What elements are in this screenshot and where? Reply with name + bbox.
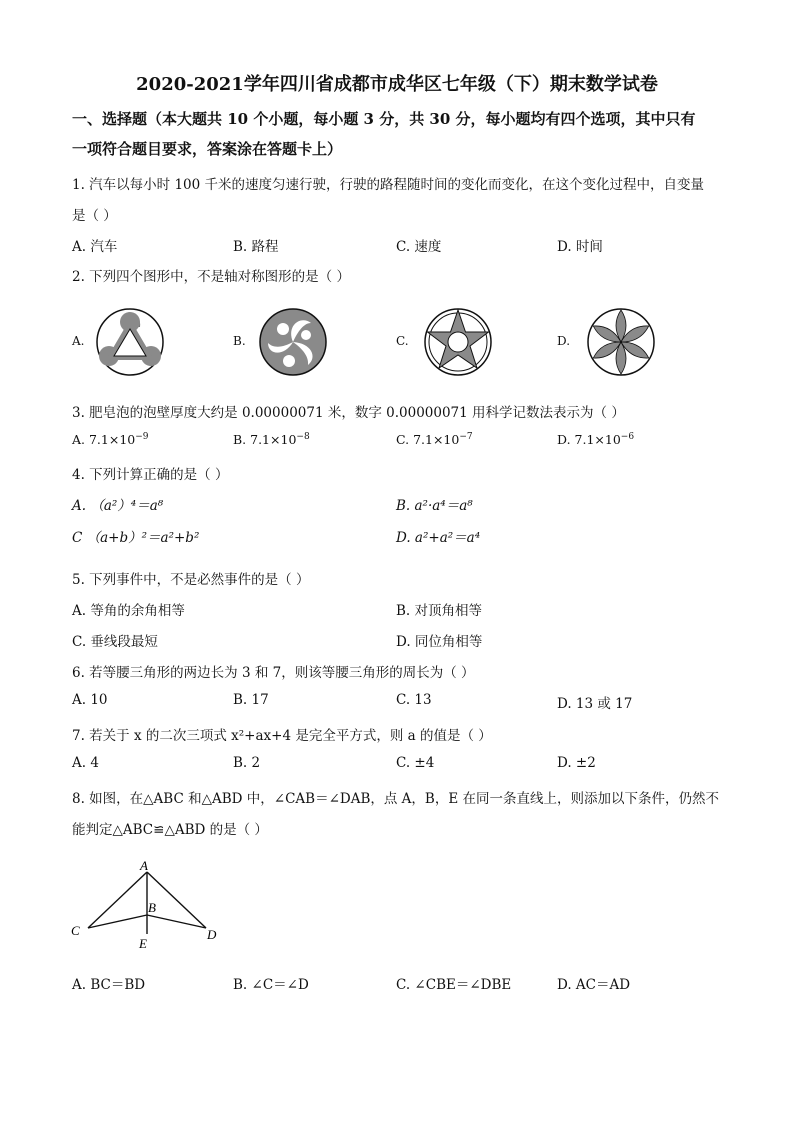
q8-label-d: D bbox=[207, 927, 217, 942]
q1-option-b: B. 路程 bbox=[233, 239, 279, 255]
q2-option-b: B. bbox=[233, 334, 246, 348]
q8-figure bbox=[66, 852, 226, 957]
q8-option-c: C. ∠CBE＝∠DBE bbox=[396, 977, 512, 993]
q5-stem: 5. 下列事件中，不是必然事件的是（ ） bbox=[72, 572, 310, 588]
q1-stem-line2: 是（ ） bbox=[72, 208, 117, 224]
q5-option-d: D. 同位角相等 bbox=[396, 634, 483, 650]
q8-option-b: B. ∠C＝∠D bbox=[233, 977, 309, 993]
q1-option-d: D. 时间 bbox=[557, 239, 603, 255]
q2-figure-c bbox=[421, 305, 495, 379]
q4-option-d: D. a²+a²＝a⁴ bbox=[396, 530, 481, 546]
section-heading-line2: 一项符合题目要求，答案涂在答题卡上） bbox=[72, 140, 343, 158]
q2-figure-b bbox=[256, 305, 330, 379]
q8-label-c: C bbox=[71, 923, 80, 938]
q3-option-c: C. $7.1\times 10^{-7}$ bbox=[396, 431, 473, 447]
q8-label-e: E bbox=[139, 936, 147, 951]
q1-option-c: C. 速度 bbox=[396, 239, 442, 255]
q8-label-a: A bbox=[140, 858, 148, 873]
q2-figure-a bbox=[93, 305, 167, 379]
section-heading-line1: 一、选择题（本大题共 10 个小题，每小题 3 分，共 30 分，每小题均有四个选项，其中只有 bbox=[72, 110, 696, 128]
q1-option-a: A. 汽车 bbox=[72, 239, 118, 255]
q7-stem: 7. 若关于 x 的二次三项式 x²+ax+4 是完全平方式，则 a 的值是（ ） bbox=[72, 728, 492, 744]
q4-option-c: C （a+b）²＝a²+b² bbox=[72, 530, 200, 546]
q2-figure-d bbox=[584, 305, 658, 379]
q3-option-a-exponent: −9 bbox=[135, 431, 149, 442]
q1-stem-line1: 1. 汽车以每小时 100 千米的速度匀速行驶，行驶的路程随时间的变化而变化，在这个变化过程中，自变量 bbox=[72, 177, 705, 193]
q7-option-b: B. 2 bbox=[233, 755, 261, 771]
q6-option-c: C. 13 bbox=[396, 692, 432, 708]
q6-stem: 6. 若等腰三角形的两边长为 3 和 7，则该等腰三角形的周长为（ ） bbox=[72, 665, 475, 681]
q3-option-d-exponent: −6 bbox=[620, 431, 635, 442]
q8-label-b: B bbox=[148, 900, 156, 915]
q2-option-c: C. bbox=[396, 334, 409, 348]
q8-option-a: A. BC＝BD bbox=[72, 977, 146, 993]
q3-option-b-exponent: −8 bbox=[296, 431, 310, 442]
q5-option-c: C. 垂线段最短 bbox=[72, 634, 158, 650]
q4-option-b: B. a²·a⁴＝a⁸ bbox=[396, 498, 473, 514]
q5-option-b: B. 对顶角相等 bbox=[396, 603, 483, 619]
q3-option-b: B. $7.1\times 10^{-8}$ bbox=[233, 431, 310, 447]
q6-option-b: B. 17 bbox=[233, 692, 269, 708]
q6-option-a: A. 10 bbox=[72, 692, 108, 708]
q6-option-d: D. 13 或 17 bbox=[557, 696, 633, 712]
q8-stem-line1: 8. 如图，在△ABC 和△ABD 中，∠CAB＝∠DAB，点 A，B，E 在同一条直线上，则添加以下条件，仍然不 bbox=[72, 791, 719, 807]
q7-option-d: D. ±2 bbox=[557, 755, 596, 771]
q3-option-c-exponent: −7 bbox=[459, 431, 473, 442]
q4-option-a: A. （a²）⁴＝a⁸ bbox=[72, 498, 164, 514]
q3-stem: 3. 肥皂泡的泡壁厚度大约是 0.00000071 米，数字 0.00000071 用科学记数法表示为（ ） bbox=[72, 405, 625, 421]
q8-figure-line-cb bbox=[88, 915, 147, 928]
q5-option-a: A. 等角的余角相等 bbox=[72, 603, 185, 619]
q4-stem: 4. 下列计算正确的是（ ） bbox=[72, 467, 229, 483]
page-title: 2020-2021学年四川省成都市成华区七年级（下）期末数学试卷 bbox=[136, 74, 658, 95]
q8-stem-line2: 能判定△ABC≌△ABD 的是（ ） bbox=[72, 822, 268, 838]
q2-option-a: A. bbox=[72, 334, 85, 348]
q8-option-d: D. AC＝AD bbox=[557, 977, 631, 993]
q3-option-d: D. $7.1\times 10^{-6}$ bbox=[557, 431, 635, 447]
q8-figure-line-ac bbox=[88, 872, 147, 928]
q7-option-a: A. 4 bbox=[72, 755, 99, 771]
q3-option-a: A. $7.1\times 10^{-9}$ bbox=[72, 431, 149, 447]
q7-option-c: C. ±4 bbox=[396, 755, 435, 771]
q8-figure-line-db bbox=[147, 915, 206, 928]
q2-stem: 2. 下列四个图形中，不是轴对称图形的是（ ） bbox=[72, 269, 350, 285]
q2-option-d: D. bbox=[557, 334, 571, 348]
